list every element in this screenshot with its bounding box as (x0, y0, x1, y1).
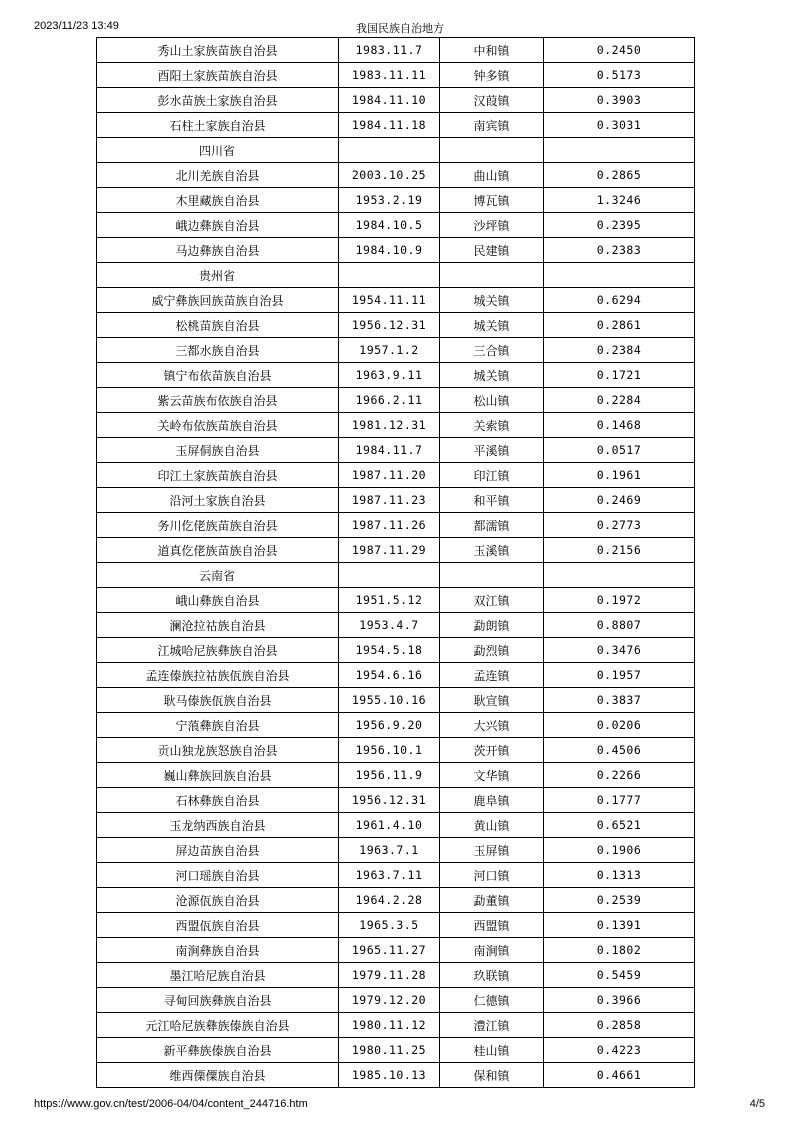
establish-date-cell: 2003.10.25 (339, 163, 440, 188)
table-row (97, 88, 695, 113)
table-row (97, 113, 695, 138)
establish-date-cell: 1956.11.9 (339, 763, 440, 788)
establish-date-cell: 1955.10.16 (339, 688, 440, 713)
table-row (97, 463, 695, 488)
county-name-cell: 酉阳土家族苗族自治县 (97, 63, 339, 88)
county-name-cell: 紫云苗族布依族自治县 (97, 388, 339, 413)
county-name-cell: 巍山彝族回族自治县 (97, 763, 339, 788)
seat-town-cell: 都濡镇 (440, 513, 544, 538)
county-name-cell: 江城哈尼族彝族自治县 (97, 638, 339, 663)
seat-town-cell: 桂山镇 (440, 1038, 544, 1063)
establish-date-cell: 1956.10.1 (339, 738, 440, 763)
table-row (97, 338, 695, 363)
county-name-cell: 秀山土家族苗族自治县 (97, 38, 339, 63)
table-row (97, 313, 695, 338)
area-cell: 0.2156 (544, 538, 695, 563)
table-row (97, 38, 695, 63)
area-cell: 0.3966 (544, 988, 695, 1013)
area-cell: 0.1906 (544, 838, 695, 863)
area-cell: 0.3476 (544, 638, 695, 663)
area-cell: 0.1957 (544, 663, 695, 688)
table-row (97, 1013, 695, 1038)
county-name-cell: 西盟佤族自治县 (97, 913, 339, 938)
establish-date-cell: 1980.11.25 (339, 1038, 440, 1063)
county-name-cell: 彭水苗族土家族自治县 (97, 88, 339, 113)
county-name-cell: 威宁彝族回族苗族自治县 (97, 288, 339, 313)
area-cell: 0.2450 (544, 38, 695, 63)
seat-town-cell: 勐烈镇 (440, 638, 544, 663)
county-name-cell: 玉屏侗族自治县 (97, 438, 339, 463)
seat-town-cell: 孟连镇 (440, 663, 544, 688)
county-name-cell: 南涧彝族自治县 (97, 938, 339, 963)
establish-date-cell: 1984.11.18 (339, 113, 440, 138)
area-cell (544, 138, 695, 163)
county-name-cell: 孟连傣族拉祜族佤族自治县 (97, 663, 339, 688)
county-name-cell: 玉龙纳西族自治县 (97, 813, 339, 838)
establish-date-cell: 1984.10.9 (339, 238, 440, 263)
seat-town-cell: 钟多镇 (440, 63, 544, 88)
seat-town-cell: 耿宣镇 (440, 688, 544, 713)
county-name-cell: 石柱土家族自治县 (97, 113, 339, 138)
seat-town-cell: 关索镇 (440, 413, 544, 438)
seat-town-cell: 和平镇 (440, 488, 544, 513)
county-name-cell: 北川羌族自治县 (97, 163, 339, 188)
seat-town-cell: 澧江镇 (440, 1013, 544, 1038)
area-cell: 0.0206 (544, 713, 695, 738)
table-row (97, 513, 695, 538)
county-name-cell: 木里藏族自治县 (97, 188, 339, 213)
seat-town-cell: 南涧镇 (440, 938, 544, 963)
establish-date-cell: 1963.7.11 (339, 863, 440, 888)
area-cell: 0.4506 (544, 738, 695, 763)
province-name-cell: 云南省 (97, 563, 339, 588)
table-row (97, 1038, 695, 1063)
establish-date-cell: 1964.2.28 (339, 888, 440, 913)
seat-town-cell: 勐董镇 (440, 888, 544, 913)
county-name-cell: 马边彝族自治县 (97, 238, 339, 263)
table-row (97, 413, 695, 438)
area-cell: 0.3031 (544, 113, 695, 138)
table-row (97, 438, 695, 463)
table-row (97, 213, 695, 238)
table-row (97, 538, 695, 563)
seat-town-cell: 中和镇 (440, 38, 544, 63)
area-cell: 0.4223 (544, 1038, 695, 1063)
seat-town-cell: 三合镇 (440, 338, 544, 363)
establish-date-cell: 1954.6.16 (339, 663, 440, 688)
seat-town-cell: 保和镇 (440, 1063, 544, 1088)
seat-town-cell: 勐朗镇 (440, 613, 544, 638)
area-cell: 0.1972 (544, 588, 695, 613)
establish-date-cell: 1961.4.10 (339, 813, 440, 838)
county-name-cell: 维西傈僳族自治县 (97, 1063, 339, 1088)
county-name-cell: 务川仡佬族苗族自治县 (97, 513, 339, 538)
seat-town-cell: 民建镇 (440, 238, 544, 263)
seat-town-cell: 玖联镇 (440, 963, 544, 988)
table-row (97, 988, 695, 1013)
area-cell: 0.1802 (544, 938, 695, 963)
county-name-cell: 沧源佤族自治县 (97, 888, 339, 913)
establish-date-cell: 1983.11.11 (339, 63, 440, 88)
county-name-cell: 关岭布依族苗族自治县 (97, 413, 339, 438)
seat-town-cell: 城关镇 (440, 313, 544, 338)
county-name-cell: 松桃苗族自治县 (97, 313, 339, 338)
establish-date-cell: 1987.11.20 (339, 463, 440, 488)
area-cell: 0.1391 (544, 913, 695, 938)
seat-town-cell: 城关镇 (440, 363, 544, 388)
establish-date-cell: 1987.11.23 (339, 488, 440, 513)
establish-date-cell: 1956.12.31 (339, 788, 440, 813)
establish-date-cell: 1953.4.7 (339, 613, 440, 638)
area-cell (544, 563, 695, 588)
table-row (97, 663, 695, 688)
county-name-cell: 墨江哈尼族自治县 (97, 963, 339, 988)
province-row (97, 138, 695, 163)
table-row (97, 688, 695, 713)
county-name-cell: 印江土家族苗族自治县 (97, 463, 339, 488)
seat-town-cell: 玉屏镇 (440, 838, 544, 863)
seat-town-cell (440, 563, 544, 588)
seat-town-cell: 松山镇 (440, 388, 544, 413)
table-row (97, 938, 695, 963)
table-row (97, 913, 695, 938)
area-cell: 0.2266 (544, 763, 695, 788)
seat-town-cell: 平溪镇 (440, 438, 544, 463)
source-url[interactable]: https://www.gov.cn/test/2006-04/04/content_244716.htm (34, 1098, 308, 1110)
establish-date-cell: 1979.11.28 (339, 963, 440, 988)
print-datetime: 2023/11/23 13:49 (34, 20, 119, 32)
table-row (97, 488, 695, 513)
establish-date-cell: 1984.10.5 (339, 213, 440, 238)
table-row (97, 888, 695, 913)
establish-date-cell (339, 138, 440, 163)
establish-date-cell: 1954.5.18 (339, 638, 440, 663)
establish-date-cell: 1956.9.20 (339, 713, 440, 738)
seat-town-cell: 仁德镇 (440, 988, 544, 1013)
table-body (97, 38, 695, 1088)
area-cell: 0.2395 (544, 213, 695, 238)
table-row (97, 713, 695, 738)
area-cell: 0.2773 (544, 513, 695, 538)
province-name-cell: 贵州省 (97, 263, 339, 288)
area-cell: 0.2383 (544, 238, 695, 263)
area-cell: 0.3837 (544, 688, 695, 713)
area-cell: 0.2858 (544, 1013, 695, 1038)
table-row (97, 963, 695, 988)
establish-date-cell: 1965.3.5 (339, 913, 440, 938)
seat-town-cell: 文华镇 (440, 763, 544, 788)
seat-town-cell: 南宾镇 (440, 113, 544, 138)
seat-town-cell: 曲山镇 (440, 163, 544, 188)
county-name-cell: 道真仡佬族苗族自治县 (97, 538, 339, 563)
table-row (97, 763, 695, 788)
establish-date-cell: 1963.9.11 (339, 363, 440, 388)
seat-town-cell: 河口镇 (440, 863, 544, 888)
county-name-cell: 贡山独龙族怒族自治县 (97, 738, 339, 763)
table-row (97, 188, 695, 213)
county-name-cell: 澜沧拉祜族自治县 (97, 613, 339, 638)
autonomous-counties-table (96, 37, 695, 1088)
area-cell: 0.2865 (544, 163, 695, 188)
establish-date-cell: 1984.11.7 (339, 438, 440, 463)
table-row (97, 163, 695, 188)
county-name-cell: 三都水族自治县 (97, 338, 339, 363)
seat-town-cell: 城关镇 (440, 288, 544, 313)
table-row (97, 813, 695, 838)
area-cell: 0.5173 (544, 63, 695, 88)
page-number: 4/5 (749, 1098, 765, 1110)
county-name-cell: 河口瑶族自治县 (97, 863, 339, 888)
area-cell: 0.2469 (544, 488, 695, 513)
establish-date-cell: 1953.2.19 (339, 188, 440, 213)
seat-town-cell: 玉溪镇 (440, 538, 544, 563)
table-row (97, 738, 695, 763)
county-name-cell: 屏边苗族自治县 (97, 838, 339, 863)
establish-date-cell: 1981.12.31 (339, 413, 440, 438)
establish-date-cell: 1979.12.20 (339, 988, 440, 1013)
county-name-cell: 寻甸回族彝族自治县 (97, 988, 339, 1013)
area-cell: 0.2539 (544, 888, 695, 913)
establish-date-cell: 1987.11.29 (339, 538, 440, 563)
seat-town-cell: 沙坪镇 (440, 213, 544, 238)
county-name-cell: 峨山彝族自治县 (97, 588, 339, 613)
establish-date-cell: 1984.11.10 (339, 88, 440, 113)
seat-town-cell: 大兴镇 (440, 713, 544, 738)
area-cell: 0.1961 (544, 463, 695, 488)
establish-date-cell: 1951.5.12 (339, 588, 440, 613)
area-cell: 0.8807 (544, 613, 695, 638)
table-row (97, 788, 695, 813)
area-cell: 0.3903 (544, 88, 695, 113)
establish-date-cell: 1963.7.1 (339, 838, 440, 863)
establish-date-cell: 1965.11.27 (339, 938, 440, 963)
page-title: 我国民族自治地方 (356, 22, 444, 35)
province-row (97, 263, 695, 288)
establish-date-cell (339, 263, 440, 288)
seat-town-cell: 西盟镇 (440, 913, 544, 938)
seat-town-cell: 博瓦镇 (440, 188, 544, 213)
seat-town-cell (440, 263, 544, 288)
table-row (97, 63, 695, 88)
province-row (97, 563, 695, 588)
area-cell: 0.6521 (544, 813, 695, 838)
area-cell: 0.2861 (544, 313, 695, 338)
seat-town-cell: 双江镇 (440, 588, 544, 613)
area-cell: 0.6294 (544, 288, 695, 313)
province-name-cell: 四川省 (97, 138, 339, 163)
county-name-cell: 石林彝族自治县 (97, 788, 339, 813)
establish-date-cell: 1957.1.2 (339, 338, 440, 363)
county-name-cell: 宁蒗彝族自治县 (97, 713, 339, 738)
area-cell: 0.2284 (544, 388, 695, 413)
county-name-cell: 耿马傣族佤族自治县 (97, 688, 339, 713)
area-cell: 0.1313 (544, 863, 695, 888)
establish-date-cell: 1956.12.31 (339, 313, 440, 338)
establish-date-cell: 1954.11.11 (339, 288, 440, 313)
table-row (97, 613, 695, 638)
area-cell: 0.5459 (544, 963, 695, 988)
area-cell: 0.0517 (544, 438, 695, 463)
seat-town-cell: 黄山镇 (440, 813, 544, 838)
table-row (97, 588, 695, 613)
establish-date-cell (339, 563, 440, 588)
table-row (97, 288, 695, 313)
area-cell: 0.4661 (544, 1063, 695, 1088)
table-row (97, 863, 695, 888)
table-row (97, 838, 695, 863)
seat-town-cell: 鹿阜镇 (440, 788, 544, 813)
seat-town-cell: 印江镇 (440, 463, 544, 488)
table-row (97, 388, 695, 413)
county-name-cell: 新平彝族傣族自治县 (97, 1038, 339, 1063)
table-row (97, 638, 695, 663)
establish-date-cell: 1980.11.12 (339, 1013, 440, 1038)
area-cell: 0.1777 (544, 788, 695, 813)
county-name-cell: 沿河土家族自治县 (97, 488, 339, 513)
area-cell: 0.1468 (544, 413, 695, 438)
seat-town-cell: 茨开镇 (440, 738, 544, 763)
area-cell: 0.2384 (544, 338, 695, 363)
county-name-cell: 元江哈尼族彝族傣族自治县 (97, 1013, 339, 1038)
area-cell (544, 263, 695, 288)
table-row (97, 1063, 695, 1088)
establish-date-cell: 1983.11.7 (339, 38, 440, 63)
establish-date-cell: 1985.10.13 (339, 1063, 440, 1088)
area-cell: 0.1721 (544, 363, 695, 388)
seat-town-cell (440, 138, 544, 163)
county-name-cell: 镇宁布依苗族自治县 (97, 363, 339, 388)
seat-town-cell: 汉葭镇 (440, 88, 544, 113)
county-name-cell: 峨边彝族自治县 (97, 213, 339, 238)
table-row (97, 238, 695, 263)
area-cell: 1.3246 (544, 188, 695, 213)
establish-date-cell: 1966.2.11 (339, 388, 440, 413)
table-row (97, 363, 695, 388)
establish-date-cell: 1987.11.26 (339, 513, 440, 538)
